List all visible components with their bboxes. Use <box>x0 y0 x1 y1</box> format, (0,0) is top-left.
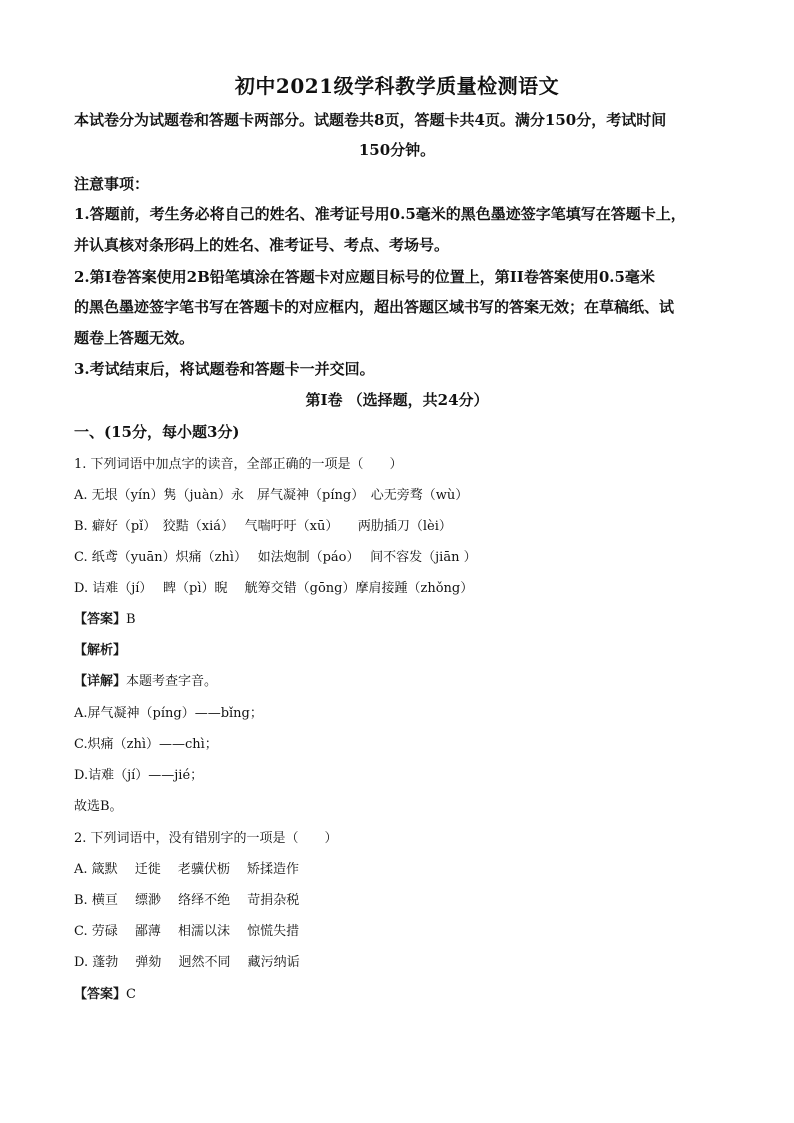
part-1-heading: 一、(15分，每小题3分) <box>74 423 240 441</box>
question-1-option-b: B. 癖好（pǐ） 狡黠（xiá） 气喘吁吁（xū） 两肋插刀（lèi） <box>74 519 452 534</box>
question-1-option-a: A. 无垠（yín）隽（juàn）永 屏气凝神（píng） 心无旁骛（wù） <box>74 488 469 503</box>
question-2-option-a: A. 箴默 迁徙 老骥伏枥 矫揉造作 <box>74 862 300 877</box>
question-2-option-d: D. 蓬勃 弹劾 迥然不同 藏污纳诟 <box>74 955 300 970</box>
question-1-explanation-c: C.炽痛（zhì）——chì； <box>74 737 218 752</box>
intro-line-2: 150分钟。 <box>358 141 436 159</box>
analysis-tag: 【解析】 <box>74 643 127 658</box>
answer-value: C <box>126 987 136 1002</box>
note-item-1-line-2: 并认真核对条形码上的姓名、准考证号、考点、考场号。 <box>74 236 450 254</box>
intro-line-1: 本试卷分为试题卷和答题卡两部分。试题卷共8页，答题卡共4页。满分150分，考试时间 <box>74 111 667 129</box>
question-2-option-c: C. 劳碌 鄙薄 相濡以沫 惊慌失措 <box>74 924 300 939</box>
question-2-stem: 2. 下列词语中，没有错别字的一项是（ ） <box>74 831 338 846</box>
section-title: 第Ⅰ卷 （选择题，共24分） <box>305 391 489 409</box>
detail-text: 本题考查字音。 <box>126 674 218 689</box>
note-item-1-line-1: 1.答题前，考生务必将自己的姓名、准考证号用0.5毫米的黑色墨迹签字笔填写在答题卡上， <box>74 205 686 223</box>
question-1-option-d: D. 诘难（jí） 睥（pì）睨 觥筹交错（gōng）摩肩接踵（zhǒng） <box>74 581 474 596</box>
question-1-stem: 1. 下列词语中加点字的读音，全部正确的一项是（ ） <box>74 457 403 472</box>
question-1-answer <box>74 608 136 627</box>
note-item-2-line-1: 2.第Ⅰ卷答案使用2B铅笔填涂在答题卡对应题目标号的位置上，第II卷答案使用0.5毫米 <box>74 268 655 286</box>
question-1-conclusion: 故选B。 <box>74 799 123 814</box>
question-1-explanation-d: D.诘难（jí）——jié； <box>74 768 204 783</box>
answer-tag: 【答案】 <box>74 987 127 1002</box>
document-title: 初中2021级学科教学质量检测语文 <box>234 74 560 98</box>
question-2-option-b: B. 横亘 缥渺 络绎不绝 苛捐杂税 <box>74 893 300 908</box>
question-2-answer <box>74 983 136 1002</box>
question-1-option-c: C. 纸鸢（yuān）炽痛（zhì） 如法炮制（páo） 间不容发（jiān ） <box>74 550 477 565</box>
question-1-detail <box>74 670 217 689</box>
note-item-2-line-2: 的黑色墨迹签字笔书写在答题卡的对应框内，超出答题区域书写的答案无效；在草稿纸、试 <box>74 298 675 316</box>
question-1-analysis-tag <box>74 639 126 658</box>
answer-tag: 【答案】 <box>74 612 127 627</box>
note-item-3: 3.考试结束后，将试题卷和答题卡一并交回。 <box>74 360 375 378</box>
question-1-explanation-a: A.屏气凝神（píng）——bǐng； <box>74 706 263 721</box>
detail-tag: 【详解】 <box>74 674 127 689</box>
note-item-2-line-3: 题卷上答题无效。 <box>74 329 195 347</box>
answer-value: B <box>126 612 136 627</box>
notes-heading: 注意事项： <box>74 175 150 193</box>
